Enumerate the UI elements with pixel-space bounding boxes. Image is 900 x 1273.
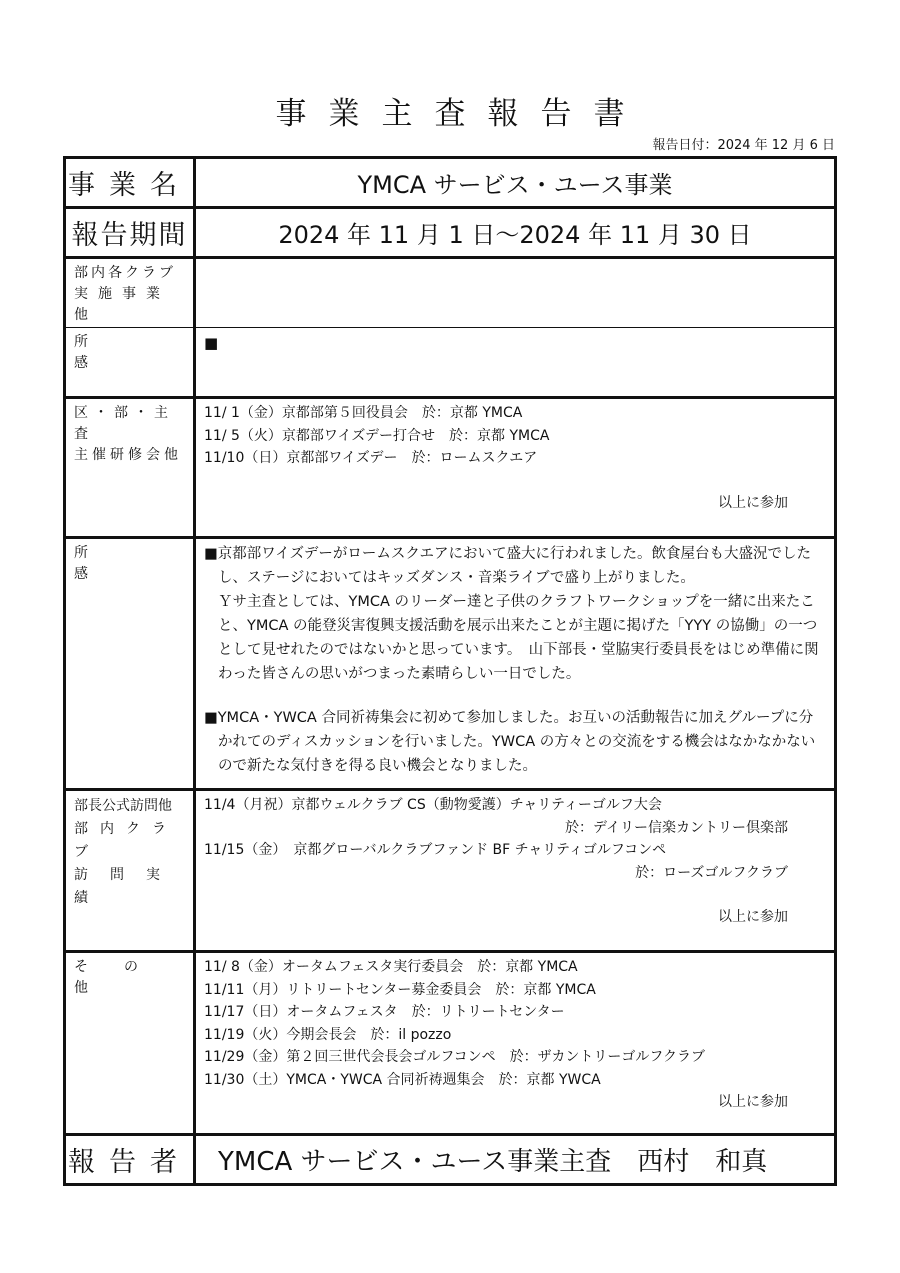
visits-label-line2: 部内クラブ [74, 821, 178, 860]
period-value: 2024 年 11 月 1 日～2024 年 11 月 30 日 [195, 208, 836, 258]
district-label-line2: 主催研修会他 [74, 447, 182, 463]
impression1-content: ■ [195, 328, 836, 398]
impression2-para2: ■YMCA・YWCA 合同祈祷集会に初めて参加しました。お互いの活動報告に加えグループに分かれてのディスカッションを行いました。YWCA の方々との交流をする機会はなかなかないので新たな気付きを得る良い機会となりました。 [204, 710, 816, 774]
visit-venue: 於：デイリー信楽カントリー倶楽部 [564, 819, 788, 836]
impression2-content [195, 538, 836, 790]
other-item: 11/17（日）オータムフェスタ 於：リトリートセンター [204, 1004, 565, 1020]
report-date: 報告日付：2024 年 12 月 6 日 [652, 138, 835, 153]
other-footer: 以上に参加 [718, 1094, 788, 1110]
district-content [195, 398, 836, 538]
document-title: 事業主査報告書 [275, 96, 647, 132]
project-label: 事業名 [65, 158, 195, 208]
club-events-label [65, 258, 195, 328]
reporter-label: 報告者 [65, 1135, 195, 1185]
club-events-label-line1: 部内各クラブ [74, 265, 176, 281]
visits-label-line1: 部長公式訪問他 [74, 798, 172, 814]
visits-content [195, 790, 836, 952]
other-label [65, 952, 195, 1135]
visits-label [65, 790, 195, 952]
visit-item: 11/15（金） 京都グローバルクラブファンド BF チャリティゴルフコンペ [204, 842, 667, 858]
other-item: 11/29（金）第２回三世代会長会ゴルフコンペ 於：ザカントリーゴルフクラブ [204, 1049, 705, 1065]
district-item: 11/ 1（金）京都部第５回役員会 於：京都 YMCA [204, 405, 523, 421]
club-events-content [195, 258, 836, 328]
other-item: 11/11（月）リトリートセンター募金委員会 於：京都 YMCA [204, 981, 596, 998]
visit-item: 11/4（月祝）京都ウェルクラブ CS（動物愛護）チャリティーゴルフ大会 [204, 797, 662, 813]
impression2-label [65, 538, 195, 790]
visits-label-line3: 訪問実績 [74, 867, 182, 906]
project-value: YMCA サービス・ユース事業 [195, 158, 836, 208]
district-label [65, 398, 195, 538]
impression2-para1: ■京都部ワイズデーがロームスクエアにおいて盛大に行われました。飲食屋台も大盛況でしたし、ステージにおいてはキッズダンス・音楽ライブで盛り上がりました。 [204, 546, 812, 586]
impression2-para1b: Ｙサ主査としては、YMCA のリーダー達と子供のクラフトワークショップを一緒に出来たこと、YMCA の能登災害復興支援活動を展示出来たことが主題に掲げた「YYY の協働」の一つとして見せれたのではないかと思っています。 山下部長・堂脇実行委員長をはじめ準備に関わった皆さんの思いがつまった素晴らしい一日でした。 [218, 594, 819, 682]
period-label: 報告期間 [65, 208, 195, 258]
other-item: 11/19（火）今期会長会 於：il pozzo [204, 1026, 452, 1043]
visit-venue: 於：ローズゴルフクラブ [635, 864, 788, 881]
impression1-label-text: 所感 [74, 334, 168, 371]
impression2-label-text: 所感 [74, 545, 168, 582]
other-content [195, 952, 836, 1135]
impression1-label [65, 328, 195, 398]
district-item: 11/ 5（火）京都部ワイズデー打合せ 於：京都 YMCA [204, 427, 550, 444]
visits-footer: 以上に参加 [718, 909, 788, 925]
reporter-value: YMCA サービス・ユース事業主査 西村 和真 [195, 1135, 836, 1185]
district-item: 11/10（日）京都部ワイズデー 於：ロームスクエア [204, 450, 538, 466]
district-footer: 以上に参加 [718, 494, 788, 511]
other-item: 11/ 8（金）オータムフェスタ実行委員会 於：京都 YMCA [204, 959, 578, 975]
district-label-line1: 区・部・主査 [74, 405, 174, 442]
report-table [63, 156, 837, 1186]
club-events-label-line2: 実施事業他 [74, 286, 170, 323]
other-item: 11/30（土）YMCA・YWCA 合同祈祷週集会 於：京都 YWCA [204, 1071, 601, 1088]
other-label-text: その他 [74, 959, 174, 996]
